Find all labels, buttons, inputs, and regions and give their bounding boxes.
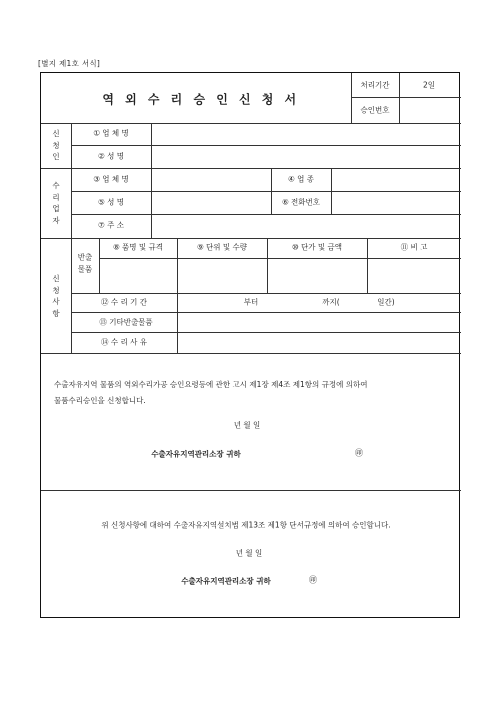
- repairer-company-label: ③ 업 체 명: [93, 174, 129, 184]
- repair-reason-field[interactable]: [178, 333, 461, 352]
- processing-period-label: 처리기간: [360, 80, 390, 90]
- goods-name-spec-field[interactable]: [100, 259, 176, 292]
- column-header-remarks: ⑪ 비 고: [400, 242, 428, 252]
- repair-reason-label: ⑭ 수 리 사 유: [100, 337, 148, 347]
- processing-period-value: 2일: [422, 80, 436, 90]
- outbound-goods-label: 반출 물품: [77, 252, 93, 273]
- applicant-name-field[interactable]: [152, 146, 461, 167]
- divider: [41, 490, 461, 491]
- application-form: [40, 72, 460, 618]
- repair-period-days: 일간): [377, 297, 395, 307]
- application-addressee: 수출자유지역관리소장 귀하: [151, 449, 241, 459]
- repairer-company-field[interactable]: [152, 169, 270, 191]
- applicant-company-field[interactable]: [152, 124, 461, 145]
- repair-period-field[interactable]: [178, 294, 461, 311]
- repairer-name-label: ⑤ 성 명: [98, 197, 124, 207]
- divider: [71, 168, 72, 238]
- divider: [71, 238, 72, 353]
- form-title: 역 외 수 리 승 인 신 청 서: [102, 92, 300, 107]
- goods-price-amount-field[interactable]: [268, 259, 366, 292]
- repairer-phone-field[interactable]: [332, 192, 461, 214]
- applicant-name-label: ② 성 명: [98, 151, 124, 161]
- goods-unit-qty-field[interactable]: [178, 259, 266, 292]
- application-date: 년 월 일: [233, 420, 261, 430]
- application-statement-line1: 수출자유지역 물품의 역외수리가공 승인요령등에 관한 고시 제1장 제4조 제1항의 규정에 의하여: [54, 380, 368, 389]
- other-goods-label: ⑬ 기타반출물품: [99, 317, 153, 327]
- repairer-phone-label: ⑥ 전화번호: [281, 197, 321, 207]
- divider: [351, 73, 352, 123]
- repairer-business-label: ④ 업 종: [288, 174, 314, 184]
- repairer-address-label: ⑦ 주 소: [98, 220, 124, 230]
- applicant-seal: ㊞: [355, 448, 363, 458]
- other-goods-field[interactable]: [178, 313, 461, 331]
- application-statement-line2: 물품수리승인을 신청합니다.: [54, 396, 146, 405]
- approval-number-label: 승인번호: [360, 105, 390, 115]
- column-header-unit-qty: ⑨ 단위 및 수량: [196, 242, 248, 252]
- approval-seal: ㊞: [309, 575, 317, 585]
- applicant-section-label: 신 청 인: [52, 128, 60, 161]
- form-number-header: [별지 제1호 서식]: [38, 59, 101, 68]
- approval-statement: 위 신청사항에 대하여 수출자유지역설치법 제13조 제1항 단서규정에 의하여 승인합니다.: [101, 520, 391, 530]
- column-header-name-spec: ⑧ 품명 및 규격: [112, 242, 164, 252]
- divider: [41, 238, 461, 239]
- approval-date: 년 월 일: [235, 548, 263, 558]
- approval-addressee: 수출자유지역관리소장 귀하: [181, 576, 271, 586]
- repair-period-from: 부터: [243, 297, 259, 307]
- repairer-address-field[interactable]: [152, 215, 461, 237]
- approval-number-field[interactable]: [400, 98, 460, 122]
- applicant-company-label: ① 업 체 명: [93, 128, 129, 138]
- request-items-section-label: 신 청 사 항: [52, 274, 60, 318]
- repairer-name-field[interactable]: [152, 192, 270, 214]
- repair-period-to: 까지(: [322, 297, 340, 307]
- repairer-section-label: 수 리 업 자: [52, 181, 60, 225]
- divider: [41, 353, 461, 354]
- goods-remarks-field[interactable]: [368, 259, 461, 292]
- repair-period-label: ⑫ 수 리 기 간: [100, 297, 148, 307]
- column-header-price-amount: ⑩ 단가 및 금액: [291, 242, 343, 252]
- repairer-business-field[interactable]: [332, 169, 461, 191]
